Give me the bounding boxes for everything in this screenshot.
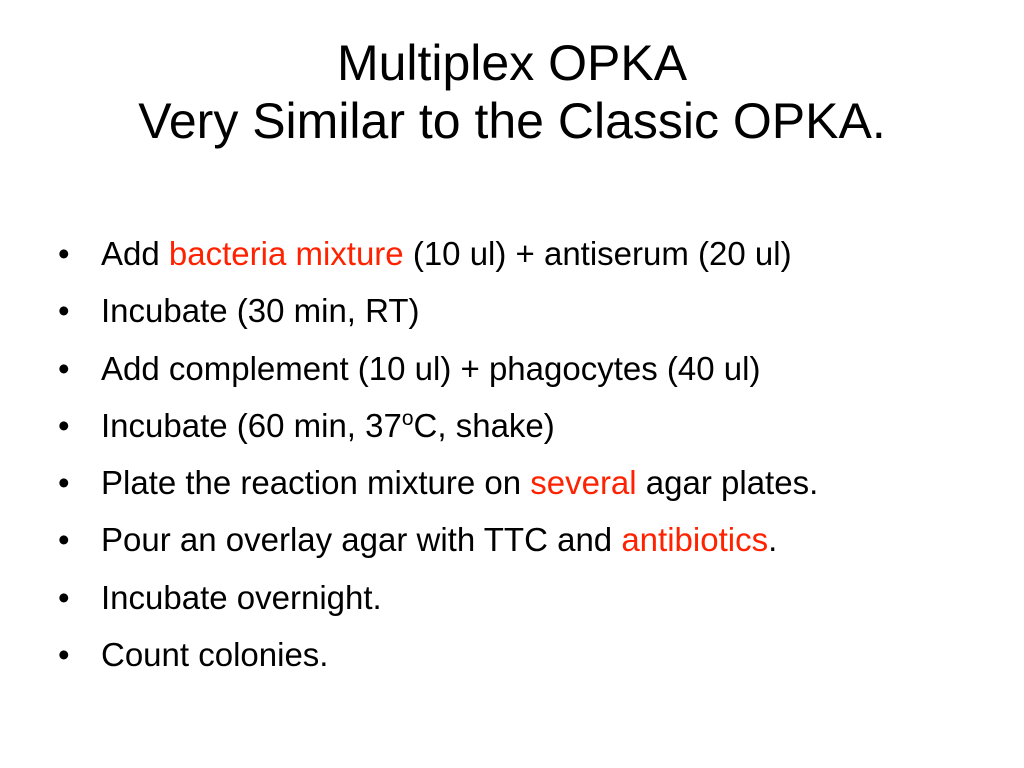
- bullet-icon: •: [58, 464, 70, 502]
- bullet-item-count-colonies: [58, 626, 998, 683]
- bullet-text: [101, 521, 777, 558]
- bullet-list: [58, 225, 998, 683]
- bullet-text: [101, 407, 555, 444]
- bullet-text: [101, 464, 818, 501]
- bullet-item-add-bacteria: [58, 225, 998, 282]
- text-segment: .: [768, 521, 778, 559]
- bullet-item-incubate-30: [58, 282, 998, 339]
- bullet-icon: •: [58, 636, 70, 674]
- text-segment: Incubate (60 min, 37: [101, 406, 402, 444]
- bullet-text: Add complement (10 ul) + phagocytes (40 ul): [101, 349, 761, 387]
- highlight-antibiotics: antibiotics: [621, 521, 769, 559]
- text-segment: Pour an overlay agar with TTC and: [101, 521, 622, 559]
- bullet-item-plate: [58, 454, 998, 511]
- bullet-item-incubate-60: [58, 397, 998, 454]
- bullet-item-pour-overlay: [58, 511, 998, 568]
- bullet-text: Incubate overnight.: [101, 578, 382, 616]
- text-segment: Add: [101, 235, 169, 272]
- bullet-icon: •: [58, 521, 70, 559]
- title-line-2: Very Similar to the Classic OPKA.: [138, 93, 886, 149]
- bullet-text: Count colonies.: [101, 636, 329, 674]
- bullet-item-add-complement: [58, 340, 998, 397]
- bullet-icon: •: [58, 406, 70, 444]
- highlight-several: several: [530, 464, 637, 502]
- highlight-bacteria-mixture: bacteria mixture: [168, 235, 404, 272]
- bullet-text: [101, 235, 792, 272]
- bullet-icon: •: [58, 349, 70, 387]
- bullet-item-incubate-overnight: [58, 569, 998, 626]
- slide-title: [0, 34, 1024, 150]
- text-segment: (10 ul) + antiserum (20 ul): [403, 235, 792, 272]
- bullet-icon: •: [58, 235, 70, 272]
- text-segment: agar plates.: [636, 464, 819, 502]
- bullet-text: Incubate (30 min, RT): [101, 292, 420, 330]
- degree-superscript: o: [401, 406, 414, 430]
- bullet-icon: •: [58, 292, 70, 330]
- title-line-1: Multiplex OPKA: [336, 35, 688, 91]
- bullet-icon: •: [58, 578, 70, 616]
- text-segment: C, shake): [413, 406, 555, 444]
- text-segment: Plate the reaction mixture on: [101, 464, 531, 502]
